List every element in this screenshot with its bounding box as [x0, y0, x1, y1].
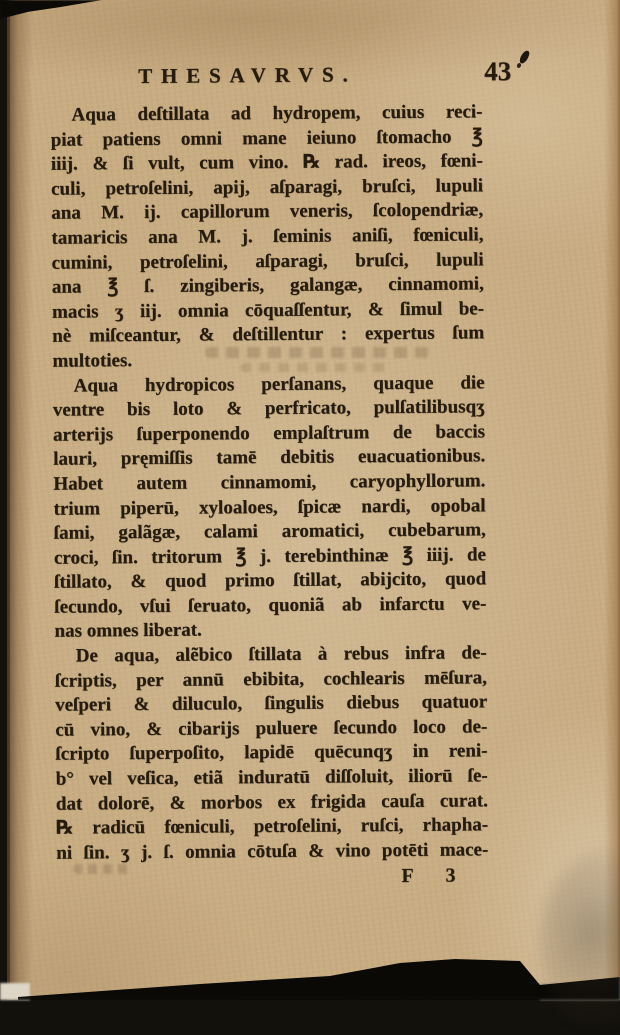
- binding-edge: [7, 0, 10, 1000]
- text-line: ſcripto ſuperpoſito, lapidē quēcunqʒ in reni-: [55, 740, 488, 766]
- running-header: [50, 53, 512, 103]
- text-line: trium piperū, xyloaloes, ſpicæ nardi, opobal: [53, 494, 486, 520]
- page-number: 43: [484, 56, 512, 87]
- text-line: ana ℥ ſ. zingiberis, galangæ, cinnamomi,: [51, 273, 484, 298]
- text-line: multoties.: [52, 349, 133, 372]
- text-line: De aqua, alẽbico ſtillata à rebus infra de-: [75, 642, 487, 667]
- text-line: piat patiens omni mane ieiuno ſtomacho ℥: [50, 125, 483, 151]
- text-line: dat dolorē, & morbos ex frigida cauſa curat.: [55, 789, 488, 815]
- text-line: ſtillato, & quod primo ſtillat, abijcito, quod: [54, 568, 487, 593]
- text-line: ana M. ij. capillorum veneris, ſcolopendriæ,: [51, 199, 484, 225]
- text-line: culi, petroſelini, apij, aſparagi, bruſci, lupuli: [50, 175, 484, 200]
- printed-text-block: [50, 53, 512, 892]
- page-title: THESAVRVS.: [138, 62, 357, 89]
- text-line: ventre bis loto & perfricato, pulſatilibusqʒ: [52, 396, 485, 421]
- signature-number: 3: [445, 864, 456, 888]
- text-line: nas omnes liberat.: [54, 619, 202, 643]
- text-line: tamaricis ana M. j. ſeminis aniſi, fœniculi,: [51, 224, 484, 249]
- text-line: Habet autem cinnamomi, caryophyllorum.: [53, 470, 486, 495]
- text-line: cū vino, & cibarijs puluere ſecundo loco de-: [55, 716, 488, 741]
- text-line: arterijs ſuperponendo emplaſtrum de baccis: [52, 421, 486, 446]
- binding-gutter-shadow: [7, 0, 33, 1000]
- text-line: Aqua hydropicos perſanans, quaque die: [73, 371, 485, 397]
- signature-letter: F: [401, 865, 414, 888]
- text-line: nè miſceantur, & deſtillentur : expertus ſum: [52, 322, 485, 348]
- text-line: ni ſin. ʒ j. ſ. omnia cōtuſa & vino potēti mace-: [56, 839, 489, 864]
- paragraph: [50, 100, 484, 374]
- paragraph: [55, 641, 489, 866]
- signature-mark: [56, 863, 488, 892]
- text-line: ſcriptis, per annū ebibita, cochlearis mēſura,: [54, 666, 487, 692]
- text-line: iiij. & ſi vult, cum vino. ℞ rad. ireos, fœni-: [50, 150, 483, 175]
- text-line: macis ʒ iij. omnia cōquaſſentur, & ſimul be-: [51, 298, 485, 323]
- text-line: ſecundo, vſui ſeruato, quoniã ab infarctu ve-: [54, 593, 487, 618]
- text-line: veſperi & diluculo, ſingulis diebus quatuor: [55, 691, 488, 716]
- paragraph: [53, 371, 487, 645]
- text-line: ſami, galãgæ, calami aromatici, cubebarum,: [53, 519, 486, 544]
- text-line: Aqua deſtillata ad hydropem, cuius reci-: [71, 101, 483, 126]
- text-line: b° vel veſica, etiã induratū diſſoluit, iliorū ſe-: [55, 765, 488, 790]
- text-line: cumini, petroſelini, aſparagi, bruſci, lupuli: [51, 248, 484, 274]
- text-line: croci, ſin. tritorum ℥ j. terebinthinæ ℥ iiij. de: [53, 543, 487, 569]
- text-line: lauri, pręmiſſis tamē debitis euacuationibus.: [53, 445, 486, 470]
- text-line: ℞ radicū fœniculi, petroſelini, ruſci, rhapha-: [55, 814, 489, 839]
